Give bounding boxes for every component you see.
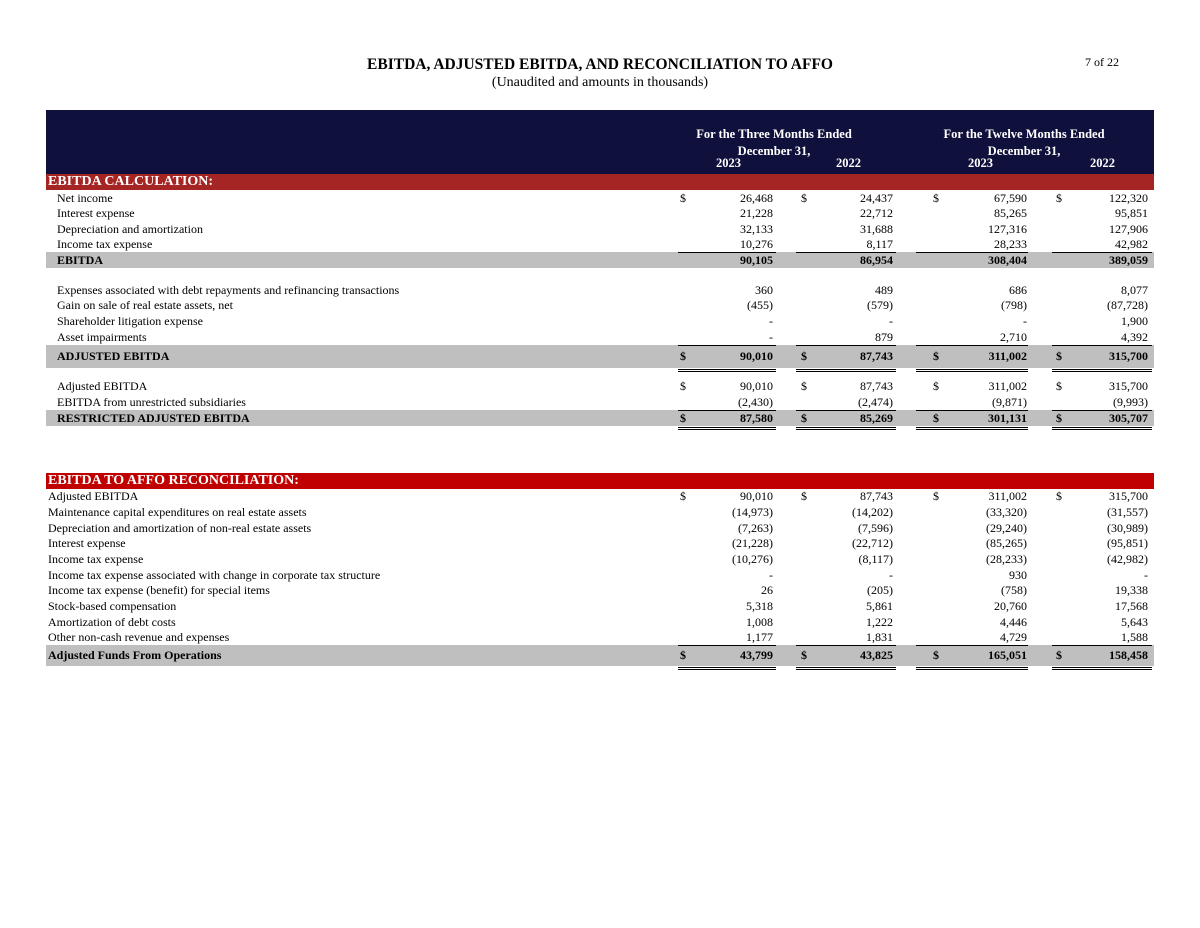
cell-value: (10,276) xyxy=(732,552,773,566)
dollar-sign: $ xyxy=(1056,191,1062,205)
cell-value: 389,059 xyxy=(1109,253,1148,267)
cell-value: (7,263) xyxy=(738,521,773,535)
cell-value: 1,900 xyxy=(1121,314,1148,328)
double-underline xyxy=(916,427,1028,430)
table-row xyxy=(46,645,1154,666)
dollar-sign: $ xyxy=(680,489,686,503)
cell-value: 90,010 xyxy=(740,379,773,393)
cell-value: 43,825 xyxy=(860,648,893,662)
cell-value: 1,177 xyxy=(746,630,773,644)
row-label: ADJUSTED EBITDA xyxy=(57,349,170,363)
table-row xyxy=(46,252,1154,268)
dollar-sign: $ xyxy=(680,411,686,425)
table-row xyxy=(46,629,1154,645)
double-underline xyxy=(1052,427,1152,430)
cell-value: 1,008 xyxy=(746,615,773,629)
row-label: Amortization of debt costs xyxy=(48,615,176,629)
cell-value: (9,871) xyxy=(992,395,1027,409)
subtotal-rule xyxy=(678,252,776,253)
cell-value: (7,596) xyxy=(858,521,893,535)
row-label: Interest expense xyxy=(57,206,135,220)
cell-value: 19,338 xyxy=(1115,583,1148,597)
table-row xyxy=(46,488,1154,504)
row-label: Income tax expense xyxy=(48,552,144,566)
page-number: 7 of 22 xyxy=(1085,55,1119,69)
cell-value: (2,430) xyxy=(738,395,773,409)
cell-value: - xyxy=(889,568,893,582)
row-label: Other non-cash revenue and expenses xyxy=(48,630,230,644)
table-row xyxy=(46,394,1154,410)
cell-value: - xyxy=(769,330,773,344)
cell-value: 489 xyxy=(875,283,893,297)
cell-value: 8,077 xyxy=(1121,283,1148,297)
cell-value: (28,233) xyxy=(986,552,1027,566)
table-row xyxy=(46,551,1154,567)
dollar-sign: $ xyxy=(801,489,807,503)
cell-value: 95,851 xyxy=(1115,206,1148,220)
cell-value: 85,269 xyxy=(860,411,893,425)
cell-value: (31,557) xyxy=(1107,505,1148,519)
cell-value: 4,729 xyxy=(1000,630,1027,644)
cell-value: (758) xyxy=(1001,583,1027,597)
cell-value: 87,743 xyxy=(860,489,893,503)
cell-value: 67,590 xyxy=(994,191,1027,205)
section-header: EBITDA TO AFFO RECONCILIATION: xyxy=(46,473,1154,489)
double-underline xyxy=(796,667,896,670)
double-underline xyxy=(1052,667,1152,670)
three-months-line1: For the Three Months Ended xyxy=(696,127,852,141)
cell-value: 21,228 xyxy=(740,206,773,220)
cell-value: 127,316 xyxy=(988,222,1027,236)
table-row xyxy=(46,190,1154,206)
cell-value: 42,982 xyxy=(1115,237,1148,251)
cell-value: (87,728) xyxy=(1107,298,1148,312)
dollar-sign: $ xyxy=(801,379,807,393)
year-header: 2023 xyxy=(716,156,741,170)
row-label: Adjusted EBITDA xyxy=(57,379,148,393)
cell-value: 308,404 xyxy=(988,253,1027,267)
table-row xyxy=(46,378,1154,394)
cell-value: (29,240) xyxy=(986,521,1027,535)
cell-value: 311,002 xyxy=(988,379,1027,393)
cell-value: 315,700 xyxy=(1109,489,1148,503)
table-row xyxy=(46,504,1154,520)
cell-value: 5,318 xyxy=(746,599,773,613)
cell-value: 20,760 xyxy=(994,599,1027,613)
cell-value: 17,568 xyxy=(1115,599,1148,613)
twelve-months-line2: December 31, xyxy=(987,144,1061,158)
table-row xyxy=(46,236,1154,252)
row-label: Maintenance capital expenditures on real estate assets xyxy=(48,505,307,519)
dollar-sign: $ xyxy=(680,349,686,363)
dollar-sign: $ xyxy=(1056,648,1062,662)
cell-value: (21,228) xyxy=(732,536,773,550)
dollar-sign: $ xyxy=(680,379,686,393)
cell-value: - xyxy=(1023,314,1027,328)
cell-value: 24,437 xyxy=(860,191,893,205)
cell-value: 311,002 xyxy=(988,489,1027,503)
cell-value: (205) xyxy=(867,583,893,597)
subtotal-rule xyxy=(916,410,1028,411)
cell-value: 305,707 xyxy=(1109,411,1148,425)
double-underline xyxy=(796,427,896,430)
cell-value: (95,851) xyxy=(1107,536,1148,550)
cell-value: (579) xyxy=(867,298,893,312)
page-subtitle: (Unaudited and amounts in thousands) xyxy=(491,75,709,90)
subtotal-rule xyxy=(678,345,776,346)
cell-value: 26 xyxy=(761,583,773,597)
double-underline xyxy=(678,667,776,670)
row-label: Asset impairments xyxy=(57,330,147,344)
subtotal-rule xyxy=(1052,345,1152,346)
cell-value: 87,743 xyxy=(860,379,893,393)
subtotal-rule xyxy=(678,410,776,411)
subtotal-rule xyxy=(1052,252,1152,253)
subtotal-rule xyxy=(916,252,1028,253)
subtotal-rule xyxy=(916,645,1028,646)
twelve-months-line1: For the Twelve Months Ended xyxy=(943,127,1105,141)
cell-value: 87,580 xyxy=(740,411,773,425)
row-label: Adjusted Funds From Operations xyxy=(48,648,222,662)
table-row xyxy=(46,535,1154,551)
cell-value: 879 xyxy=(875,330,893,344)
table-row xyxy=(46,221,1154,237)
year-header: 2022 xyxy=(1090,156,1115,170)
page-title: EBITDA, ADJUSTED EBITDA, AND RECONCILIATION TO AFFO xyxy=(367,56,833,73)
row-label: Gain on sale of real estate assets, net xyxy=(57,298,233,312)
row-label: Depreciation and amortization of non-real estate assets xyxy=(48,521,312,535)
cell-value: (14,973) xyxy=(732,505,773,519)
cell-value: 2,710 xyxy=(1000,330,1027,344)
cell-value: 686 xyxy=(1009,283,1027,297)
dollar-sign: $ xyxy=(801,349,807,363)
row-label: Stock-based compensation xyxy=(48,599,177,613)
cell-value: (9,993) xyxy=(1113,395,1148,409)
table-row xyxy=(46,598,1154,614)
dollar-sign: $ xyxy=(1056,349,1062,363)
cell-value: 1,831 xyxy=(866,630,893,644)
cell-value: 5,643 xyxy=(1121,615,1148,629)
subtotal-rule xyxy=(1052,645,1152,646)
double-underline xyxy=(678,427,776,430)
subtotal-rule xyxy=(796,345,896,346)
dollar-sign: $ xyxy=(933,379,939,393)
cell-value: 1,588 xyxy=(1121,630,1148,644)
cell-value: 311,002 xyxy=(988,349,1027,363)
cell-value: (22,712) xyxy=(852,536,893,550)
cell-value: 122,320 xyxy=(1109,191,1148,205)
dollar-sign: $ xyxy=(933,489,939,503)
subtotal-rule xyxy=(916,345,1028,346)
row-label: Adjusted EBITDA xyxy=(48,489,139,503)
row-label: Income tax expense (benefit) for special items xyxy=(48,583,270,597)
table-row xyxy=(46,614,1154,630)
cell-value: 158,458 xyxy=(1109,648,1148,662)
cell-value: 1,222 xyxy=(866,615,893,629)
table-row xyxy=(46,345,1154,368)
cell-value: 315,700 xyxy=(1109,349,1148,363)
double-underline xyxy=(916,369,1028,372)
dollar-sign: $ xyxy=(1056,489,1062,503)
column-header xyxy=(46,110,1154,174)
subtotal-rule xyxy=(796,410,896,411)
dollar-sign: $ xyxy=(680,648,686,662)
cell-value: - xyxy=(769,314,773,328)
cell-value: 87,743 xyxy=(860,349,893,363)
cell-value: 90,105 xyxy=(740,253,773,267)
cell-value: 85,265 xyxy=(994,206,1027,220)
cell-value: 4,446 xyxy=(1000,615,1027,629)
cell-value: (33,320) xyxy=(986,505,1027,519)
cell-value: 127,906 xyxy=(1109,222,1148,236)
cell-value: - xyxy=(1144,568,1148,582)
row-label: Net income xyxy=(57,191,113,205)
cell-value: 5,861 xyxy=(866,599,893,613)
dollar-sign: $ xyxy=(801,648,807,662)
table-row xyxy=(46,329,1154,345)
three-months-line2: December 31, xyxy=(737,144,811,158)
row-label: Expenses associated with debt repayments and refinancing transactions xyxy=(57,283,400,297)
cell-value: 32,133 xyxy=(740,222,773,236)
table-row xyxy=(46,313,1154,329)
table-row xyxy=(46,410,1154,426)
cell-value: 10,276 xyxy=(740,237,773,251)
cell-value: 26,468 xyxy=(740,191,773,205)
cell-value: (8,117) xyxy=(858,552,893,566)
table-row xyxy=(46,297,1154,313)
row-label: EBITDA xyxy=(57,253,104,267)
dollar-sign: $ xyxy=(933,648,939,662)
dollar-sign: $ xyxy=(933,411,939,425)
cell-value: - xyxy=(769,568,773,582)
double-underline xyxy=(796,369,896,372)
row-label: Depreciation and amortization xyxy=(57,222,203,236)
subtotal-rule xyxy=(1052,410,1152,411)
dollar-sign: $ xyxy=(1056,379,1062,393)
cell-value: - xyxy=(889,314,893,328)
cell-value: 930 xyxy=(1009,568,1027,582)
cell-value: 315,700 xyxy=(1109,379,1148,393)
cell-value: 165,051 xyxy=(988,648,1027,662)
year-header: 2023 xyxy=(968,156,993,170)
row-label: Income tax expense associated with change in corporate tax structure xyxy=(48,568,381,582)
cell-value: (14,202) xyxy=(852,505,893,519)
table-row xyxy=(46,520,1154,536)
cell-value: (30,989) xyxy=(1107,521,1148,535)
dollar-sign: $ xyxy=(680,191,686,205)
cell-value: (42,982) xyxy=(1107,552,1148,566)
double-underline xyxy=(916,667,1028,670)
table-row xyxy=(46,282,1154,298)
twelve-months-header xyxy=(904,126,1144,160)
three-months-header xyxy=(654,126,894,160)
row-label: RESTRICTED ADJUSTED EBITDA xyxy=(57,411,250,425)
subtotal-rule xyxy=(678,645,776,646)
cell-value: 22,712 xyxy=(860,206,893,220)
dollar-sign: $ xyxy=(801,191,807,205)
cell-value: (455) xyxy=(747,298,773,312)
row-label: EBITDA from unrestricted subsidiaries xyxy=(57,395,246,409)
dollar-sign: $ xyxy=(801,411,807,425)
row-label: Shareholder litigation expense xyxy=(57,314,203,328)
subtotal-rule xyxy=(796,645,896,646)
cell-value: 8,117 xyxy=(866,237,893,251)
double-underline xyxy=(1052,369,1152,372)
cell-value: 43,799 xyxy=(740,648,773,662)
row-label: Income tax expense xyxy=(57,237,153,251)
row-label: Interest expense xyxy=(48,536,126,550)
cell-value: 301,131 xyxy=(988,411,1027,425)
dollar-sign: $ xyxy=(1056,411,1062,425)
table-row xyxy=(46,567,1154,583)
dollar-sign: $ xyxy=(933,191,939,205)
subtotal-rule xyxy=(796,252,896,253)
cell-value: 4,392 xyxy=(1121,330,1148,344)
table-row xyxy=(46,205,1154,221)
cell-value: 90,010 xyxy=(740,349,773,363)
dollar-sign: $ xyxy=(933,349,939,363)
cell-value: (2,474) xyxy=(858,395,893,409)
cell-value: 360 xyxy=(755,283,773,297)
cell-value: 31,688 xyxy=(860,222,893,236)
double-underline xyxy=(678,369,776,372)
cell-value: 28,233 xyxy=(994,237,1027,251)
cell-value: 90,010 xyxy=(740,489,773,503)
section-header: EBITDA CALCULATION: xyxy=(46,174,1154,190)
cell-value: (85,265) xyxy=(986,536,1027,550)
cell-value: 86,954 xyxy=(860,253,893,267)
cell-value: (798) xyxy=(1001,298,1027,312)
table-row xyxy=(46,582,1154,598)
year-header: 2022 xyxy=(836,156,861,170)
